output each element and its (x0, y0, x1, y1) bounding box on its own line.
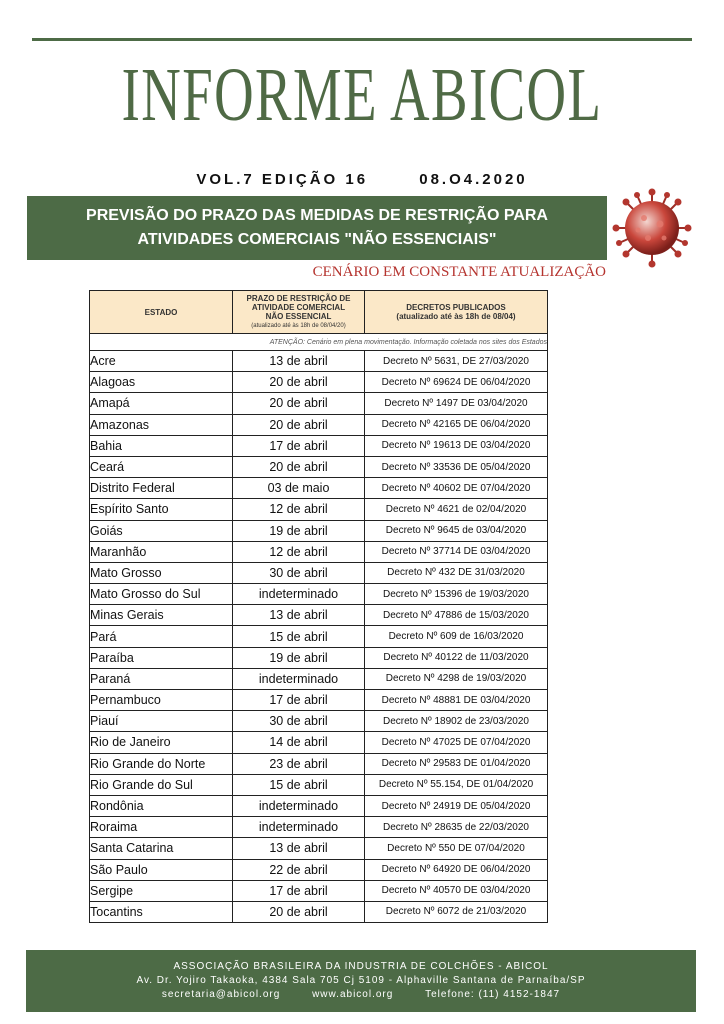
table-row (90, 562, 548, 583)
banner-line-1: PREVISÃO DO PRAZO DAS MEDIDAS DE RESTRIÇÃO PARA (86, 207, 548, 224)
coronavirus-icon (612, 188, 692, 268)
table-row (90, 626, 548, 647)
decree-cell: Decreto Nº 64920 DE 06/04/2020 (365, 859, 548, 880)
decree-cell: Decreto Nº 37714 DE 03/04/2020 (365, 541, 548, 562)
table-row (90, 435, 548, 456)
state-cell: Rio Grande do Sul (90, 774, 233, 795)
deadline-cell: indeterminado (233, 795, 365, 816)
header-prazo-sub: (atualizado até às 18h de 08/04/20) (251, 322, 346, 329)
state-cell: Rondônia (90, 795, 233, 816)
deadline-cell: 17 de abril (233, 880, 365, 901)
deadline-cell: indeterminado (233, 668, 365, 689)
scenario-note: CENÁRIO EM CONSTANTE ATUALIZAÇÃO (312, 264, 606, 280)
deadline-cell: 20 de abril (233, 901, 365, 922)
footer-phone: Telefone: (11) 4152-1847 (425, 989, 561, 1000)
deadline-cell: 15 de abril (233, 774, 365, 795)
state-cell: Ceará (90, 456, 233, 477)
footer-contacts (26, 988, 696, 1002)
deadline-cell: 19 de abril (233, 647, 365, 668)
table-row (90, 732, 548, 753)
state-cell: Acre (90, 351, 233, 372)
table-row (90, 584, 548, 605)
deadline-cell: 17 de abril (233, 435, 365, 456)
restriction-table (89, 290, 548, 923)
decree-cell: Decreto Nº 15396 de 19/03/2020 (365, 584, 548, 605)
decree-cell: Decreto Nº 432 DE 31/03/2020 (365, 562, 548, 583)
state-cell: Roraima (90, 817, 233, 838)
decree-cell: Decreto Nº 609 de 16/03/2020 (365, 626, 548, 647)
decree-cell: Decreto Nº 40122 de 11/03/2020 (365, 647, 548, 668)
deadline-cell: 19 de abril (233, 520, 365, 541)
state-cell: Paraná (90, 668, 233, 689)
deadline-cell: 20 de abril (233, 414, 365, 435)
issue-date: 08.O4.2020 (419, 171, 528, 188)
decree-cell: Decreto Nº 4621 de 02/04/2020 (365, 499, 548, 520)
state-cell: Piauí (90, 711, 233, 732)
table-row (90, 838, 548, 859)
deadline-cell: 20 de abril (233, 393, 365, 414)
footer-address: Av. Dr. Yojiro Takaoka, 4384 Sala 705 Cj 5109 - Alphaville Santana de Parnaíba/SP (136, 975, 586, 986)
header-prazo-line-2: ATIVIDADE COMERCIAL (251, 302, 346, 312)
footer-email[interactable]: secretaria@abicol.org (161, 989, 281, 1000)
decree-cell: Decreto Nº 28635 de 22/03/2020 (365, 817, 548, 838)
header-decretos (365, 291, 548, 334)
decree-cell: Decreto Nº 69624 DE 06/04/2020 (365, 372, 548, 393)
deadline-cell: 23 de abril (233, 753, 365, 774)
deadline-cell: 20 de abril (233, 456, 365, 477)
deadline-cell: 30 de abril (233, 711, 365, 732)
state-cell: Santa Catarina (90, 838, 233, 859)
masthead-title: INFORME ABICOL (121, 53, 603, 137)
decree-cell: Decreto Nº 47025 DE 07/04/2020 (365, 732, 548, 753)
deadline-cell: 14 de abril (233, 732, 365, 753)
decree-cell: Decreto Nº 29583 DE 01/04/2020 (365, 753, 548, 774)
deadline-cell: 20 de abril (233, 372, 365, 393)
state-cell: São Paulo (90, 859, 233, 880)
state-cell: Pernambuco (90, 690, 233, 711)
deadline-cell: 13 de abril (233, 838, 365, 859)
attention-note: ATENÇÃO: Cenário em plena movimentação. Informação coletada nos sites dos Estados (90, 334, 548, 351)
table-row (90, 901, 548, 922)
table-row (90, 668, 548, 689)
state-cell: Goiás (90, 520, 233, 541)
state-cell: Sergipe (90, 880, 233, 901)
state-cell: Minas Gerais (90, 605, 233, 626)
issue-volume: VOL.7 EDIÇÃO 16 (196, 171, 369, 188)
headline-banner (27, 196, 607, 260)
table-row (90, 774, 548, 795)
header-decretos-sub: (atualizado até às 18h de 08/04) (396, 312, 516, 321)
state-cell: Rio Grande do Norte (90, 753, 233, 774)
header-prazo (233, 291, 365, 334)
deadline-cell: 13 de abril (233, 605, 365, 626)
decree-cell: Decreto Nº 19613 DE 03/04/2020 (365, 435, 548, 456)
decree-cell: Decreto Nº 47886 de 15/03/2020 (365, 605, 548, 626)
header-prazo-line-3: NÃO ESSENCIAL (265, 311, 332, 321)
deadline-cell: 12 de abril (233, 541, 365, 562)
decree-cell: Decreto Nº 48881 DE 03/04/2020 (365, 690, 548, 711)
table-row (90, 520, 548, 541)
top-rule (32, 38, 692, 41)
state-cell: Mato Grosso do Sul (90, 584, 233, 605)
table-row (90, 605, 548, 626)
table-row (90, 414, 548, 435)
table-row (90, 690, 548, 711)
issue-line (0, 171, 724, 188)
table-row (90, 753, 548, 774)
table-row (90, 711, 548, 732)
table-row (90, 817, 548, 838)
table-row (90, 456, 548, 477)
state-cell: Maranhão (90, 541, 233, 562)
deadline-cell: 13 de abril (233, 351, 365, 372)
deadline-cell: 30 de abril (233, 562, 365, 583)
decree-cell: Decreto Nº 18902 de 23/03/2020 (365, 711, 548, 732)
decree-cell: Decreto Nº 24919 DE 05/04/2020 (365, 795, 548, 816)
decree-cell: Decreto Nº 40602 DE 07/04/2020 (365, 478, 548, 499)
banner-line-2: ATIVIDADES COMERCIAIS "NÃO ESSENCIAIS" (137, 231, 497, 248)
decree-cell: Decreto Nº 1497 DE 03/04/2020 (365, 393, 548, 414)
state-cell: Alagoas (90, 372, 233, 393)
decree-cell: Decreto Nº 550 DE 07/04/2020 (365, 838, 548, 859)
header-decretos-title: DECRETOS PUBLICADOS (406, 303, 506, 312)
decree-cell: Decreto Nº 4298 de 19/03/2020 (365, 668, 548, 689)
state-cell: Bahia (90, 435, 233, 456)
table-row (90, 795, 548, 816)
deadline-cell: indeterminado (233, 817, 365, 838)
deadline-cell: 12 de abril (233, 499, 365, 520)
table-row (90, 499, 548, 520)
deadline-cell: 03 de maio (233, 478, 365, 499)
footer (26, 950, 696, 1012)
state-cell: Amazonas (90, 414, 233, 435)
decree-cell: Decreto Nº 5631, DE 27/03/2020 (365, 351, 548, 372)
decree-cell: Decreto Nº 33536 DE 05/04/2020 (365, 456, 548, 477)
header-estado: ESTADO (90, 291, 233, 334)
deadline-cell: 22 de abril (233, 859, 365, 880)
deadline-cell: 17 de abril (233, 690, 365, 711)
deadline-cell: indeterminado (233, 584, 365, 605)
table-row (90, 541, 548, 562)
table-row (90, 393, 548, 414)
decree-cell: Decreto Nº 6072 de 21/03/2020 (365, 901, 548, 922)
decree-cell: Decreto Nº 9645 de 03/04/2020 (365, 520, 548, 541)
table-row (90, 351, 548, 372)
decree-cell: Decreto Nº 55.154, DE 01/04/2020 (365, 774, 548, 795)
table-row (90, 647, 548, 668)
state-cell: Tocantins (90, 901, 233, 922)
state-cell: Paraíba (90, 647, 233, 668)
state-cell: Amapá (90, 393, 233, 414)
state-cell: Pará (90, 626, 233, 647)
table-row (90, 372, 548, 393)
header-prazo-line-1: PRAZO DE RESTRIÇÃO DE (246, 293, 351, 303)
state-cell: Rio de Janeiro (90, 732, 233, 753)
footer-org: ASSOCIAÇÃO BRASILEIRA DA INDUSTRIA DE COLCHÕES - ABICOL (173, 961, 549, 972)
state-cell: Espírito Santo (90, 499, 233, 520)
decree-cell: Decreto Nº 40570 DE 03/04/2020 (365, 880, 548, 901)
decree-cell: Decreto Nº 42165 DE 06/04/2020 (365, 414, 548, 435)
table-row (90, 880, 548, 901)
deadline-cell: 15 de abril (233, 626, 365, 647)
table-row (90, 478, 548, 499)
state-cell: Distrito Federal (90, 478, 233, 499)
footer-site[interactable]: www.abicol.org (312, 989, 394, 1000)
table-row (90, 859, 548, 880)
state-cell: Mato Grosso (90, 562, 233, 583)
